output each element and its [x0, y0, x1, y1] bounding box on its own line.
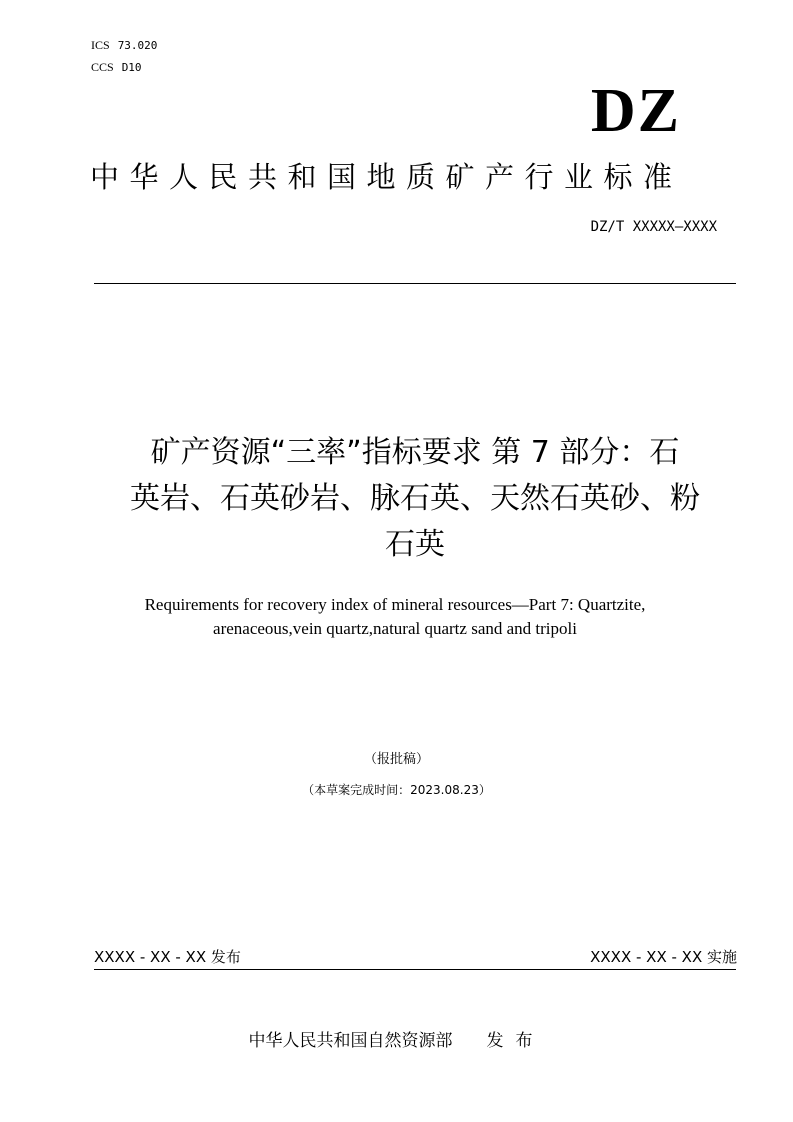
issue-date: XXXX - XX - XX 发布	[94, 948, 241, 966]
ics-line	[91, 38, 157, 53]
ccs-label: CCS	[91, 60, 114, 74]
chinese-title-line-1: 矿产资源“三率”指标要求 第 7 部分：石	[150, 435, 680, 470]
ccs-code: D10	[121, 61, 142, 74]
ics-label: ICS	[91, 38, 110, 52]
standard-name: 中华人民共和国地质矿产行业标准	[90, 160, 683, 194]
top-divider	[94, 283, 736, 284]
publisher-name: 中华人民共和国自然资源部	[248, 1031, 453, 1051]
implementation-date: XXXX - XX - XX 实施	[590, 948, 737, 966]
publisher-action: 发布	[486, 1031, 545, 1051]
chinese-title-line-3: 石英	[385, 527, 445, 562]
chinese-title-line-2: 英岩、石英砂岩、脉石英、天然石英砂、粉	[130, 481, 700, 516]
standard-number: DZ/T XXXXX—XXXX	[590, 219, 717, 235]
publisher-line	[0, 1026, 793, 1051]
english-title	[80, 593, 710, 641]
english-title-line-1: Requirements for recovery index of mineral resources—Part 7: Quartzite,	[144, 595, 646, 614]
dz-logo: DZ	[590, 77, 681, 145]
draft-completion-date: （本草案完成时间：2023.08.23）	[302, 783, 491, 797]
bottom-divider	[94, 969, 736, 970]
ics-code: 73.020	[117, 39, 158, 52]
english-title-line-2: arenaceous,vein quartz,natural quartz sand and tripoli	[213, 619, 577, 638]
ccs-line	[91, 60, 142, 75]
draft-status: （报批稿）	[363, 752, 429, 767]
chinese-title	[88, 430, 742, 568]
